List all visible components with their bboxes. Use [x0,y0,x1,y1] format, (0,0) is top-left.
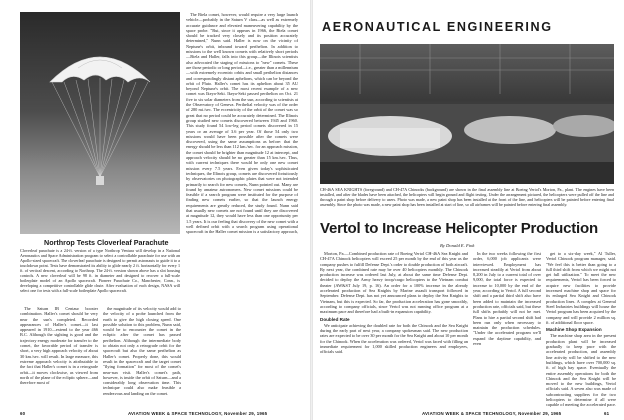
article-text: The machine shop area in the present production plant will be increased gradually to keep pace with the accelerated production, and assembly line activity will be shifted to the new buildings, which have over 700,000 sq. ft. of high bay space. Eventually the entire assembly operations for both the Chinook and the Sea Knight will be moved to the new buildings, Vertol officials said. A seven also was made of subcontracting suppliers for the two helicopters to determine if all were capable of meeting the accelerated pace. [546,333,616,407]
byline: By Donald E. Fink [440,243,475,248]
assembly-line-photo [320,44,614,184]
photo-caption-title: Northrop Tests Cloverleaf Parachute [44,238,169,247]
text-column-2 [473,251,541,407]
text-column-1 [320,251,468,407]
subhead-doubled-rate: Doubled Rate [320,316,350,322]
photo-caption: CH-46A SEA KNIGHTS (foreground) and CH-47A Chinooks (background) are shown in the final assembly line at Boeing Vertol's Morton, Pa., plant. The engines have been installed, and after the blades have been attached, the helicopters will begin ground and flight testing. Under the arrangement pictured, the helicopters were pulled off the line and through a paint shop before delivery to users. Photo was made, a new paint shop has been installed at the front of the line, and helicopters will be painted before entering final assembly. Since the photo was made, a new paint shop has been installed at start of line, so all airframes will be painted before entering final assembly. [320,187,614,207]
text-column-lower-1 [20,306,98,406]
article-text: In the two weeks following the first order, 6,000 job applicants were interviewed. Employment has increased steadily at Vertol from about 8,200 in July to a current total of over 9,000, the total force is expected to increase to 10,000 by the end of the year, according to Vertol. A full second shift and a partial third shift also have been added to maintain the increased production rate, officials said, but these full shifts probably will not be met. Plans to hire a partial second shift had been run only when necessary to maintain the production schedules. "Under the accelerated program we'll expand the daytime capability, and even [473,251,541,347]
page-number-right: 61 [604,411,610,416]
text-column-3 [546,251,616,407]
factory-illustration [320,44,614,184]
photo-caption: Cloverleaf parachute is a 24-ft. version of a type Northrop Ventura will develop in a National Aeronautics and Space Administration program to select a controllable parachute for use with an Apollo-sized spacecraft. The cloverleaf parachute is designed to permit astronauts to guide it to a touchdown point. Tests have demonstrated its ability to glide nearly 2 ft. horizontally for every 1 ft. of vertical descent, according to Northrop. The 24-ft. version shown above has a slot housing controls. A new cloverleaf will be 98 ft. in diameter and designed to recover a full-scale boilerplate model of an Apollo spacecraft. Pioneer Parachute Co., Manchester, Conn., is developing a competitive controllable glide chute. After evaluation of each design, NASA will select one for tests with a full-scale boilerplate Apollo spacecraft. [20,248,180,293]
parachute-photo [20,12,180,234]
article-text: the magnitude of its velocity would add to the velocity of a probe launched from the earth to give the high closing speed. One possible solution to this problem, Nunn said, would be to encounter the comet in the ecliptic after the comet has passed perihelion. Although the intermediate body to obtain not only a retrograde orbit for the spacecraft but also the same perihelion as Haller's comet. Properly done, this would result in the spacecraft and the target comet "flying formation" for most of the comet's near-sun visit. Haller's comet's path, however, is inside the orbit of Saturn—and a considerably long observation time. This technique could also make feasible a rendezvous and landing on the comet. [103,306,181,396]
text-column-lower-2 [103,306,181,406]
article-text: The Saturn IB Centaur booster combination. Haller's comet should be very near the sun's completed. Recorded appearances of Haller's comet—it last appeared in 1910—extend to the year 466 B.C. Although the sighting is good and the trajectory energy moderate for transfer to the comet, the favorable period of transfer is short, a very high approach velocity of about 30 km./sec. will result. In large measure, this extreme approach velocity is attributable to the fact that Haller's comet is in a retrograde orbit—it moves clockwise, as viewed from north of the plane of the ecliptic sphere—and therefore most of [20,306,98,386]
article-text: Morton, Pa.—Combined production rate of Boeing Vertol CH-46A Sea Knight and CH-47A Chinook helicopters will exceed 25 per month by the end of this year as the company pushes to fulfill Defense Dept.'s order to double production of both aircraft. By next year, the combined rate may be over 40 helicopters monthly. The Chinook production increase was ordered last July, at about the same time Defense Dept. decided to deploy the Army heavy troop/cargo helicopters to the Vietnam combat theater (AW&ST July 19, p. 16). An order for a 100% increase in the already accelerated production of Sea Knights by Marine assault transport followed in September. Defense Dept. has not yet announced plans to deploy the Sea Knights to Vietnam, but this is expected. So far, the production acceleration has gone smoothly, according to company officials, since Vertol was not running office program at a maximum pace and therefore had a built-in expansion capability. [320,251,468,315]
text-column-right-of-photo [186,12,298,235]
folio-right: AVIATION WEEK & SPACE TECHNOLOGY, November 29, 1965 [422,411,562,416]
subhead-machine-shop: Machine Shop Expansion [546,327,602,333]
article-text: get to a six-day week," Al Tuller, Vertol Chinook program manager, said. "We feel this is better than going to a full third shift from which we might not get full utilization." To meet the new requirements, Vertol has been forced to acquire new facilities to provide increased machine shop and space for its enlarged Sea Knight and Chinook production lines. A complex at General Steel Industries buildings will house the Vertol program has been acquired by the company and will provide 2 million sq. ft. of additional floor space. [546,251,616,325]
article-text: We anticipate achieving the doubled rate for both the Chinook and the Sea Knight during the early part of next year, a company spokesman said. The new production rates are expected to be over 30 per month for the Sea Knight and about 10 per month for the Chinook. When the acceleration was ordered, Vertol was faced with filling an immediate requirement for 1,000 skilled production engineers and employees, officials said. [320,322,468,355]
parachute-illustration [20,12,180,234]
section-title: AERONAUTICAL ENGINEERING [322,20,553,34]
headline: Vertol to Increase Helicopter Production [320,220,598,237]
article-text: The Biela comet, however, would require a very large launch vehicle—probably in the Saturn V class—as well as extremely accurate guidance and elevated maneuvering capability by the space probe. "But, since it appears in 1966, the Biela comet should be tracked very closely and its position accurately determined," Nunn said. Haller is now on the vicinity of Neptune's orbit, inbound toward perihelion. In addition to missions to the well known comets with relatively short periods—Biela and Haller, falls into this group—the Illinois scientists also advocated the staging of missions to "new" comets. These are those periodic or long period—i.e., greater than a millennium—with extremely eccentric orbits and small perihelion distances and correspondingly distant aphelions, which can be beyond the orbit of Pluto. Haller's comet has its aphelion about 35 AU beyond Neptune's orbit. The most recent example of a new comet was Ikeya-Seki. Ikeya-Seki passed perihelion on Oct. 21 five to six solar diameters from the sun, according to scientists at the Observatory of Geneva. Perihelial velocity was of the order of 280 mi./sec. The eccentricity of the orbit of the comet was so great that no period could be accurately determined. The Illinois group studied new comets discovered between 1945 and 1960. This study found 54 low-leg period comets discovered in 15 years or an average of 3.6 per year. Of those 54 only two missions would have been possible after the comets were discovered, using the same assumptions as before: that the energy should be less than 112 km./sec. for an approach mission, the comet should be brighter than magnitude 12 at intercept, and approach velocity should be no greater than 15 km./sec. Thus, with current techniques there would be only one new comet mission every 7.5 years. Even given today's sophisticated techniques, the Illinois group, comets are discovered fortuitously by observatories on photographic plates that were not intended primarily to search for new comets, Nunn pointed out. Many are found by amateur astronomers. New comet missions could be feasible if a search program were instituted for the purpose of finding new comets earlier, so that the launch energy requirements are greatly reduced, the study found. Nunn said that usually new comets are not found until they are discovered at magnitude 12, they would have less than one opportunity per 1.5 years. It is our feeling that discovery of the new comet with a well defined orbit with a search program using operational spacecraft in the Haller comet mission is a satisfactory approach, [186,12,298,235]
folio-left: AVIATION WEEK & SPACE TECHNOLOGY, November 29, 1965 [128,411,268,416]
right-page [312,0,624,420]
page-number-left: 60 [20,411,26,416]
